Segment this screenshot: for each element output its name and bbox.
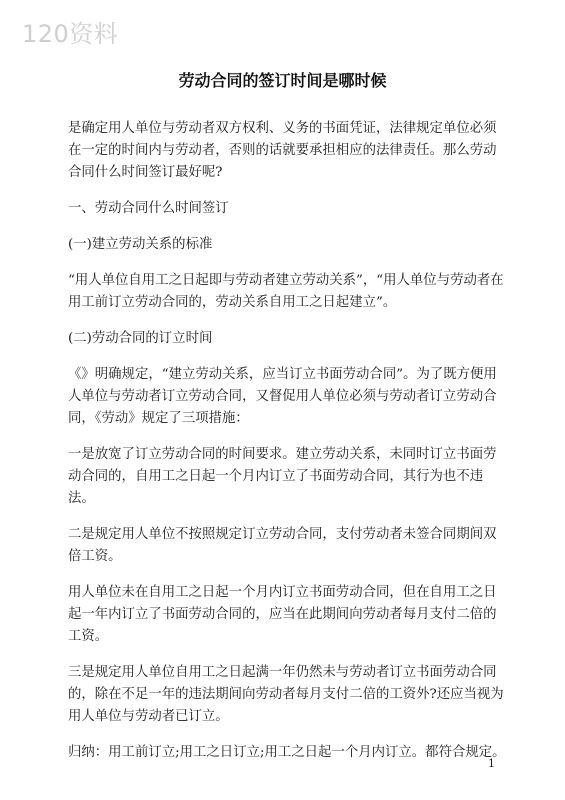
paragraph-summary: 归纳：用工前订立;用工之日订立;用工之日起一个月内订立。都符合规定。 (68, 745, 506, 760)
paragraph-measure-2: 二是规定用人单位不按照规定订立劳动合同，支付劳动者未签合同期间双倍工资。 (68, 527, 497, 564)
subheading-2: (二)劳动合同的订立时间 (68, 331, 213, 346)
watermark: 120资料 (22, 20, 119, 48)
subheading-1: (一)建立劳动关系的标准 (68, 237, 213, 252)
paragraph-regulation: 《》明确规定，“建立劳动关系，应当订立书面劳动合同”。为了既方便用人单位与劳动者订立劳动合同，又督促用人单位必须与劳动者订立劳动合同，《劳动》规定了三项措施： (68, 367, 497, 426)
page-number: 1 (488, 757, 495, 770)
paragraph-measure-1: 一是放宽了订立劳动合同的时间要求。建立劳动关系，未同时订立书面劳动合同的，自用工之日起一个月内订立了书面劳动合同，其行为也不违法。 (68, 447, 497, 506)
paragraph-measure-3: 三是规定用人单位自用工之日起满一年仍然未与劳动者订立书面劳动合同的，除在不足一年的违法期间向劳动者每月支付二倍的工资外?还应当视为用人单位与劳动者已订立。 (68, 665, 504, 724)
section-heading-1: 一、劳动合同什么时间签订 (68, 201, 229, 216)
document-body (68, 118, 508, 776)
paragraph-double-wage: 用人单位未在自用工之日起一个月内订立书面劳动合同，但在自用工之日起一年内订立了书面劳动合同的，应当在此期间向劳动者每月支付二倍的工资。 (68, 585, 497, 644)
page-title: 劳动合同的签订时间是哪时候 (178, 71, 387, 90)
paragraph-labor-relation: “用人单位自用工之日起即与劳动者建立劳动关系”，“用人单位与劳动者在用工前订立劳动合同的，劳动关系自用工之日起建立”。 (68, 273, 504, 310)
paragraph-intro: 是确定用人单位与劳动者双方权利、义务的书面凭证，法律规定单位必须在一定的时间内与劳动者，否则的话就要承担相应的法律责任。那么劳动合同什么时间签订最好呢? (68, 121, 497, 180)
